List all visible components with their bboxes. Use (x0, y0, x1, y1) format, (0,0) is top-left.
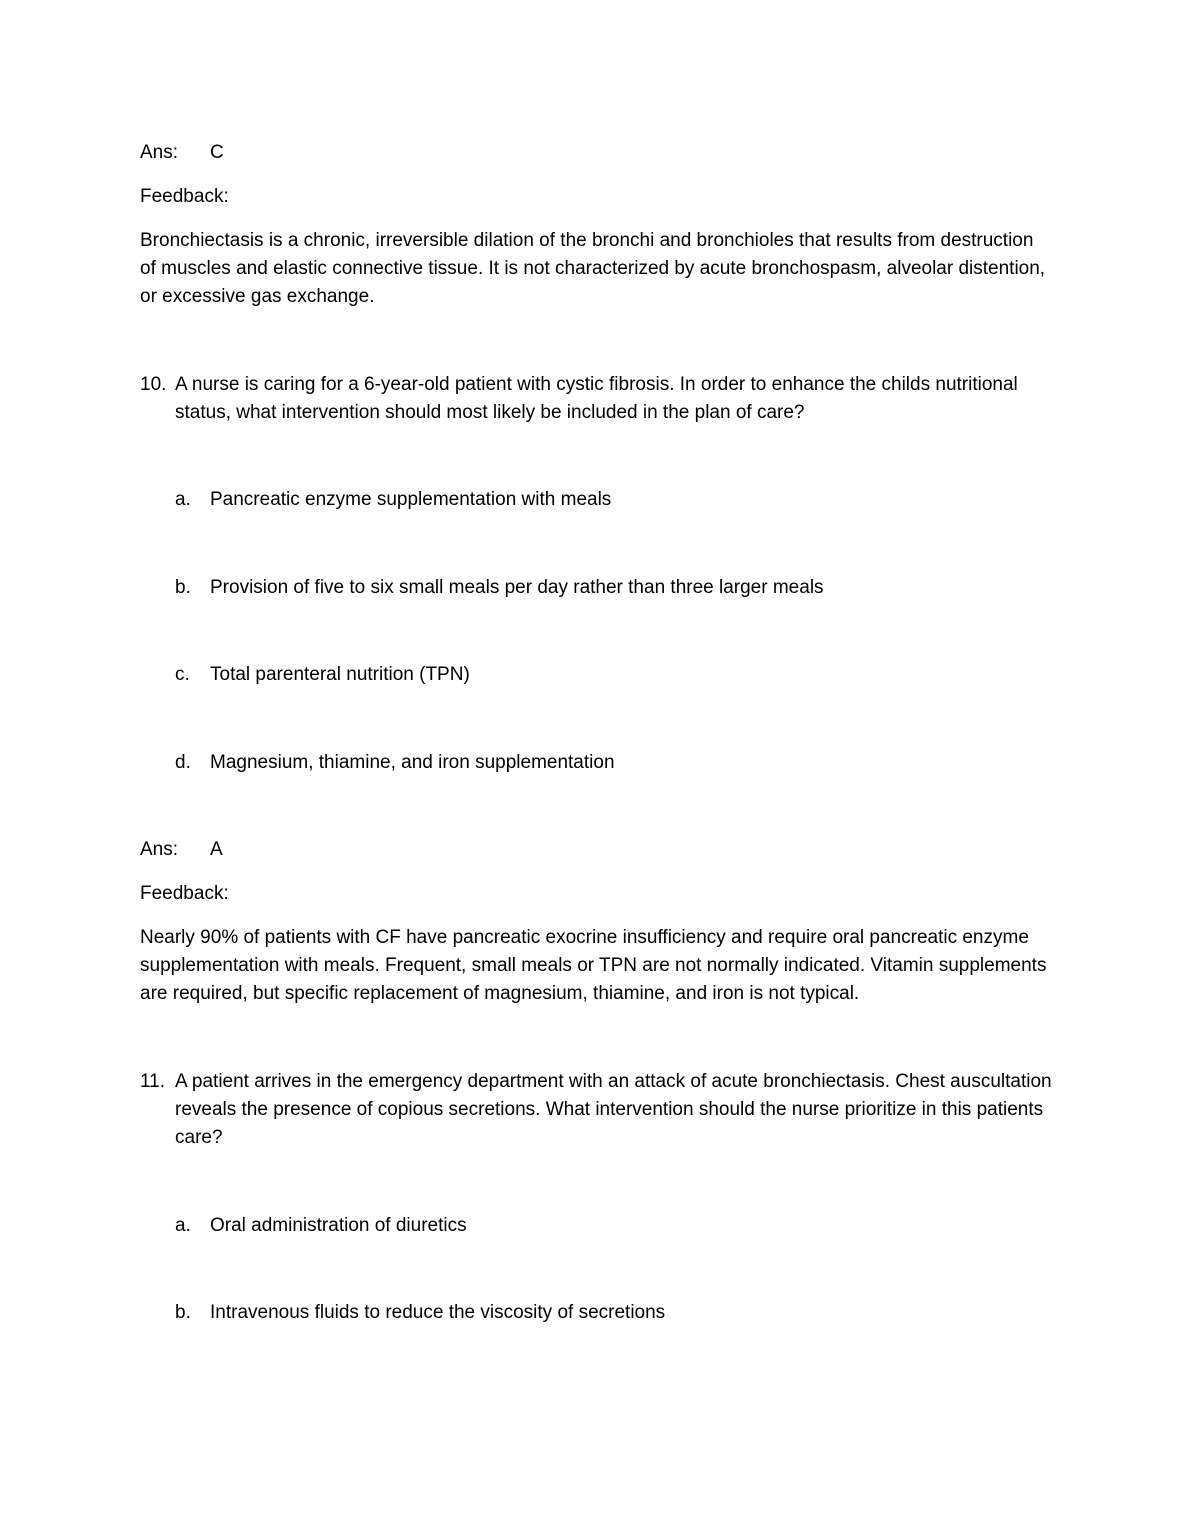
option-text: Provision of five to six small meals per day rather than three larger meals (210, 577, 824, 598)
question-number: 11. (140, 1071, 166, 1092)
answer-value: C (210, 142, 224, 163)
option-text: Oral administration of diuretics (210, 1215, 467, 1236)
feedback-label: Feedback: (140, 883, 229, 904)
option-letter: b. (175, 577, 191, 598)
answer-value: A (210, 839, 223, 860)
option-letter: d. (175, 752, 191, 773)
option-text: Intravenous fluids to reduce the viscosity of secretions (210, 1302, 666, 1323)
question-text: A nurse is caring for a 6-year-old patient with cystic fibrosis. In order to enhance the childs nutritional status, what intervention should most likely be included in the plan of care? (175, 374, 1018, 423)
option-text: Magnesium, thiamine, and iron supplementation (210, 752, 615, 773)
answer-label: Ans: (140, 839, 179, 860)
question-number: 10. (140, 374, 167, 395)
option-letter: a. (175, 489, 191, 510)
option-letter: c. (175, 664, 190, 685)
feedback-text: Bronchiectasis is a chronic, irreversible dilation of the bronchi and bronchioles that results from destruction of muscles and elastic connective tissue. It is not characterized by acute bronchospasm, alveolar distention, or excessive gas exchange. (140, 230, 1046, 307)
question-text: A patient arrives in the emergency department with an attack of acute bronchiectasis. Chest auscultation reveals the presence of copious secretions. What intervention should the nurse prioritize in this patients care? (175, 1071, 1052, 1148)
option-text: Pancreatic enzyme supplementation with meals (210, 489, 612, 510)
answer-label: Ans: (140, 142, 179, 163)
option-letter: b. (175, 1302, 191, 1323)
option-text: Total parenteral nutrition (TPN) (210, 664, 470, 685)
feedback-text: Nearly 90% of patients with CF have pancreatic exocrine insufficiency and require oral pancreatic enzyme supplementation with meals. Frequent, small meals or TPN are not normally indicated. Vitamin supplements are required, but specific replacement of magnesium, thiamine, and iron is not typical. (140, 927, 1047, 1004)
option-letter: a. (175, 1215, 191, 1236)
feedback-label: Feedback: (140, 186, 229, 207)
